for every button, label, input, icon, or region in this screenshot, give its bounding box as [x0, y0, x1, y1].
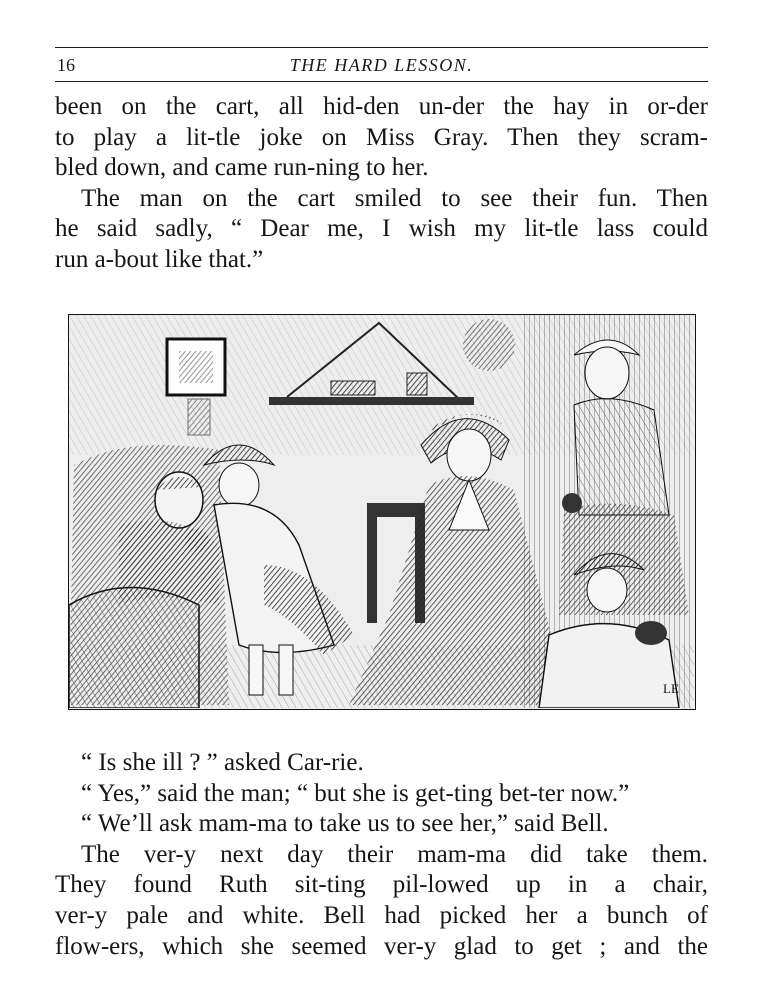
- text-line: been on the cart, all hid-den un-der the hay in or-der: [55, 93, 708, 120]
- illustration-drawing: [69, 315, 694, 708]
- text-line: he said sadly, “ Dear me, I wish my lit-tle lass could: [55, 215, 708, 243]
- header-bottom-rule: [55, 81, 708, 82]
- paragraph-first-line: The man on the cart smiled to see their fun. Then: [81, 184, 708, 212]
- text-after-illustration: [55, 748, 708, 962]
- engraved-illustration: [68, 314, 696, 710]
- dialogue-line: “ Yes,” said the man; “ but she is get-ting bet-ter now.”: [81, 779, 630, 807]
- text-line: run a-bout like that.”: [55, 245, 264, 273]
- text-line: ver-y pale and white. Bell had picked her a bunch of: [55, 901, 708, 929]
- text-line: They found Ruth sit-ting pil-lowed up in a chair,: [55, 871, 708, 899]
- paragraph-first-line: The ver-y next day their mam-ma did take them.: [81, 840, 708, 868]
- artist-monogram: LE: [663, 681, 679, 696]
- running-title: THE HARD LESSON.: [289, 55, 474, 75]
- armchair-with-sick-girl: [69, 445, 229, 708]
- text-line: bled down, and came run-ning to her.: [55, 154, 429, 182]
- dialogue-line: “ Is she ill ? ” asked Car-rie.: [81, 749, 364, 776]
- page-number: 16: [57, 55, 75, 75]
- text-line: to play a lit-tle joke on Miss Gray. Then they scram-: [55, 123, 708, 151]
- text-before-illustration: [55, 92, 708, 276]
- dialogue-line: “ We’ll ask mam-ma to take us to see her,” said Bell.: [81, 810, 609, 838]
- text-line: flow-ers, which she seemed ver-y glad to get ; and the: [55, 932, 708, 960]
- header-top-rule: [55, 47, 708, 48]
- running-header: [55, 52, 708, 78]
